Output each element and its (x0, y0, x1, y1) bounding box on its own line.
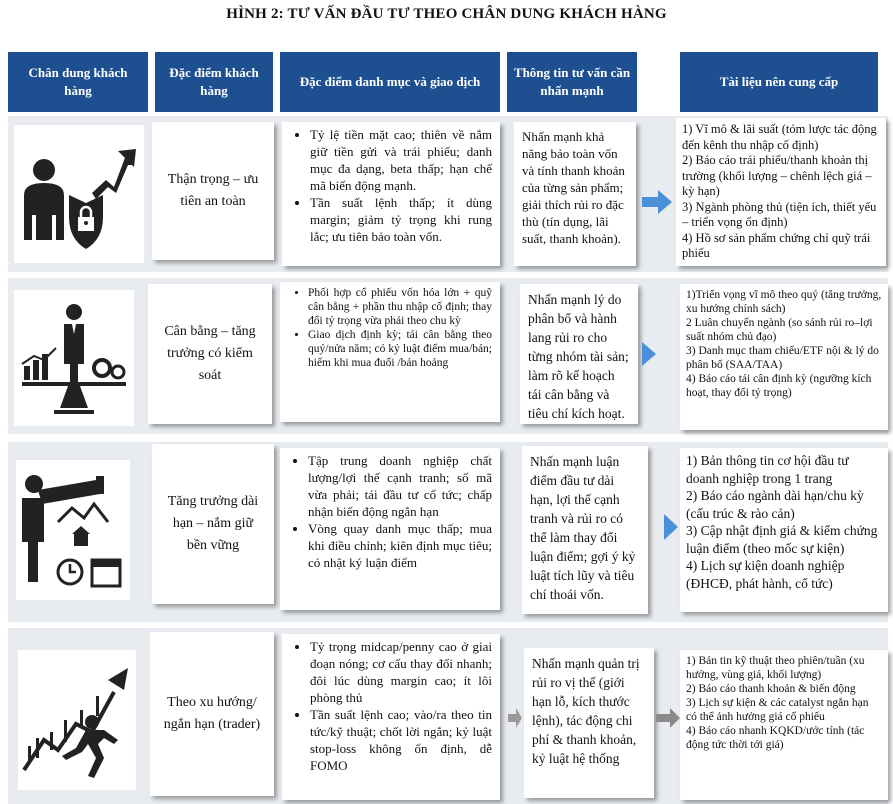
row-2-portfolio-item-1: • Phối hợp cổ phiếu vốn hóa lớn + quỹ cân bằng + phần thu nhập cố định; thay đổi tỷ trọng vừa phải theo chu kỳ (308, 286, 492, 328)
balance-scale-person-icon (14, 290, 134, 426)
row-2-icon-box (14, 290, 134, 426)
header-emphasis: Thông tin tư vấn cần nhấn mạnh (507, 52, 637, 112)
header-portfolio: Đặc điểm danh mục và giao dịch (280, 52, 500, 112)
row-2-doc-2: 2 Luân chuyển ngành (so sánh rủi ro–lợi suất nhóm chủ đạo) (686, 317, 873, 343)
row-2-portfolio (280, 282, 500, 422)
row-3-doc-4: 4) Lịch sự kiện doanh nghiệp (ĐHCĐ, phát hành, cổ tức) (686, 558, 845, 591)
figure-title: HÌNH 2: TƯ VẤN ĐẦU TƯ THEO CHÂN DUNG KHÁCH HÀNG (226, 6, 667, 22)
row-3-trait: Tăng trưởng dài hạn – nắm giữ bền vững (152, 444, 274, 604)
row-4-arrow-right-icon (656, 708, 680, 728)
row-4-arrow-left-icon (508, 708, 522, 728)
row-4-portfolio (282, 634, 500, 800)
row-3-arrow-icon (664, 514, 678, 540)
row-1-icon-box (14, 125, 144, 263)
row-4-doc-2: 2) Báo cáo thanh khoản & biến động (686, 683, 856, 695)
row-4-portfolio-item-1: • Tỷ trọng midcap/penny cao ở giai đoạn nóng; cơ cấu thay đổi nhanh; đôi lúc dùng margin cao; ít lôi phòng thủ (310, 638, 492, 706)
header-documents: Tài liệu nên cung cấp (680, 52, 878, 112)
header-portrait: Chân dung khách hàng (8, 52, 148, 112)
row-3-doc-2: 2) Báo cáo ngành dài hạn/chu kỳ (cấu trúc & rào cản) (686, 488, 864, 521)
row-2-trait: Cân bằng – tăng trưởng có kiểm soát (148, 284, 272, 424)
row-1-portfolio-item-2: • Tần suất lệnh thấp; ít dùng margin; giảm tỷ trọng khi rung lắc; ưu tiên bảo toàn vốn. (310, 194, 492, 245)
row-4-doc-4: 4) Báo cáo nhanh KQKD/ước tính (tác động tức thời tới giá) (686, 725, 865, 751)
row-4-icon-box (18, 650, 136, 790)
row-2-doc-3: 3) Danh mục tham chiếu/ETF nội & lý do phân bổ (SAA/TAA) (686, 345, 879, 371)
row-2-arrow-icon (642, 342, 656, 366)
row-4-emphasis: Nhấn mạnh quản trị rủi ro vị thế (giới hạn lỗ, kích thước lệnh), tác động chi phí & thanh khoản, kỷ luật hệ thống (524, 648, 654, 798)
row-1-portfolio (282, 122, 500, 266)
row-2-doc-1: 1)Triển vọng vĩ mô theo quý (tăng trưởng, xu hướng chính sách) (686, 289, 882, 315)
row-4-doc-3: 3) Lịch sự kiện & các catalyst ngắn hạn có thể ảnh hưởng giá cổ phiếu (686, 697, 869, 723)
row-3-portfolio-item-1: • Tập trung doanh nghiệp chất lượng/lợi thế cạnh tranh; số mã vừa phải; tái đầu tư cổ tức; chấp nhận biến động ngắn hạn (308, 452, 492, 520)
row-4-documents (680, 650, 888, 800)
row-3-icon-box (16, 460, 130, 600)
row-3-doc-1: 1) Bản thông tin cơ hội đầu tư doanh nghiệp trong 1 trang (686, 453, 849, 486)
row-2-documents (680, 284, 888, 430)
row-4-portfolio-item-2: • Tần suất lệnh cao; vào/ra theo tin tức/kỹ thuật; chốt lời ngắn; kỷ luật stop-loss không ổn định, dễ FOMO (310, 706, 492, 774)
running-trader-chart-icon (18, 650, 136, 790)
row-1-documents (676, 118, 886, 266)
row-4-trait: Theo xu hướng/ ngắn hạn (trader) (150, 632, 274, 796)
row-1-doc-4: 4) Hồ sơ sản phẩm chứng chỉ quỹ trái phiếu (682, 230, 871, 260)
row-1-portfolio-item-1: • Tỷ lệ tiền mặt cao; thiên về nắm giữ tiền gửi và trái phiếu; danh mục đa dạng, beta thấp; hạn chế mã biến động mạnh. (310, 126, 492, 194)
row-1-emphasis: Nhấn mạnh khả năng bảo toàn vốn và tính thanh khoản của từng sản phẩm; giải thích rủi ro đặc thù (tín dụng, lãi suất, thanh khoản). (514, 122, 636, 266)
row-4-doc-1: 1) Bản tin kỹ thuật theo phiên/tuần (xu hướng, vùng giá, khối lượng) (686, 655, 865, 681)
row-3-portfolio-item-2: • Vòng quay danh mục thấp; mua khi điều chỉnh; kiên định mục tiêu; có nhật ký luận điểm (308, 520, 492, 571)
row-2-portfolio-item-2: • Giao dịch định kỳ; tái cân bằng theo quý/nửa năm; có kỷ luật điểm mua/bán; hiếm khi mua đuổi /bán hoảng (308, 328, 492, 370)
row-3-documents (680, 448, 888, 612)
row-1-doc-1: 1) Vĩ mô & lãi suất (tóm lược tác động đến kênh thu nhập cố định) (682, 122, 877, 152)
row-3-portfolio (280, 448, 500, 610)
row-2-emphasis: Nhấn mạnh lý do phân bổ và hành lang rủi ro cho từng nhóm tài sản; làm rõ kế hoạch tái cân bằng và tiêu chí kích hoạt. (520, 284, 638, 424)
row-1-trait: Thận trọng – ưu tiên an toàn (152, 122, 274, 260)
row-1-doc-2: 2) Báo cáo trái phiếu/thanh khoản thị trường (khối lượng – chênh lệch giá – kỳ hạn) (682, 153, 872, 198)
row-1-doc-3: 3) Ngành phòng thủ (tiện ích, thiết yếu – triển vọng ổn định) (682, 199, 877, 229)
row-3-doc-3: 3) Cập nhật định giá & kiểm chứng luận điểm (theo mốc sự kiện) (686, 523, 878, 556)
telescope-person-icon (16, 460, 130, 600)
row-1-arrow-icon (642, 190, 672, 214)
shield-lock-person-icon (14, 125, 144, 263)
row-2-doc-4: 4) Báo cáo tái cân định kỳ (ngưỡng kích hoạt, thay đổi tỷ trọng) (686, 373, 872, 399)
row-3-emphasis: Nhấn mạnh luận điểm đầu tư dài hạn, lợi thế cạnh tranh và rủi ro có thể làm thay đổi luận điểm; gợi ý kỷ luật tích lũy và tiêu chí thoái vốn. (522, 446, 648, 614)
header-traits: Đặc điểm khách hàng (155, 52, 273, 112)
